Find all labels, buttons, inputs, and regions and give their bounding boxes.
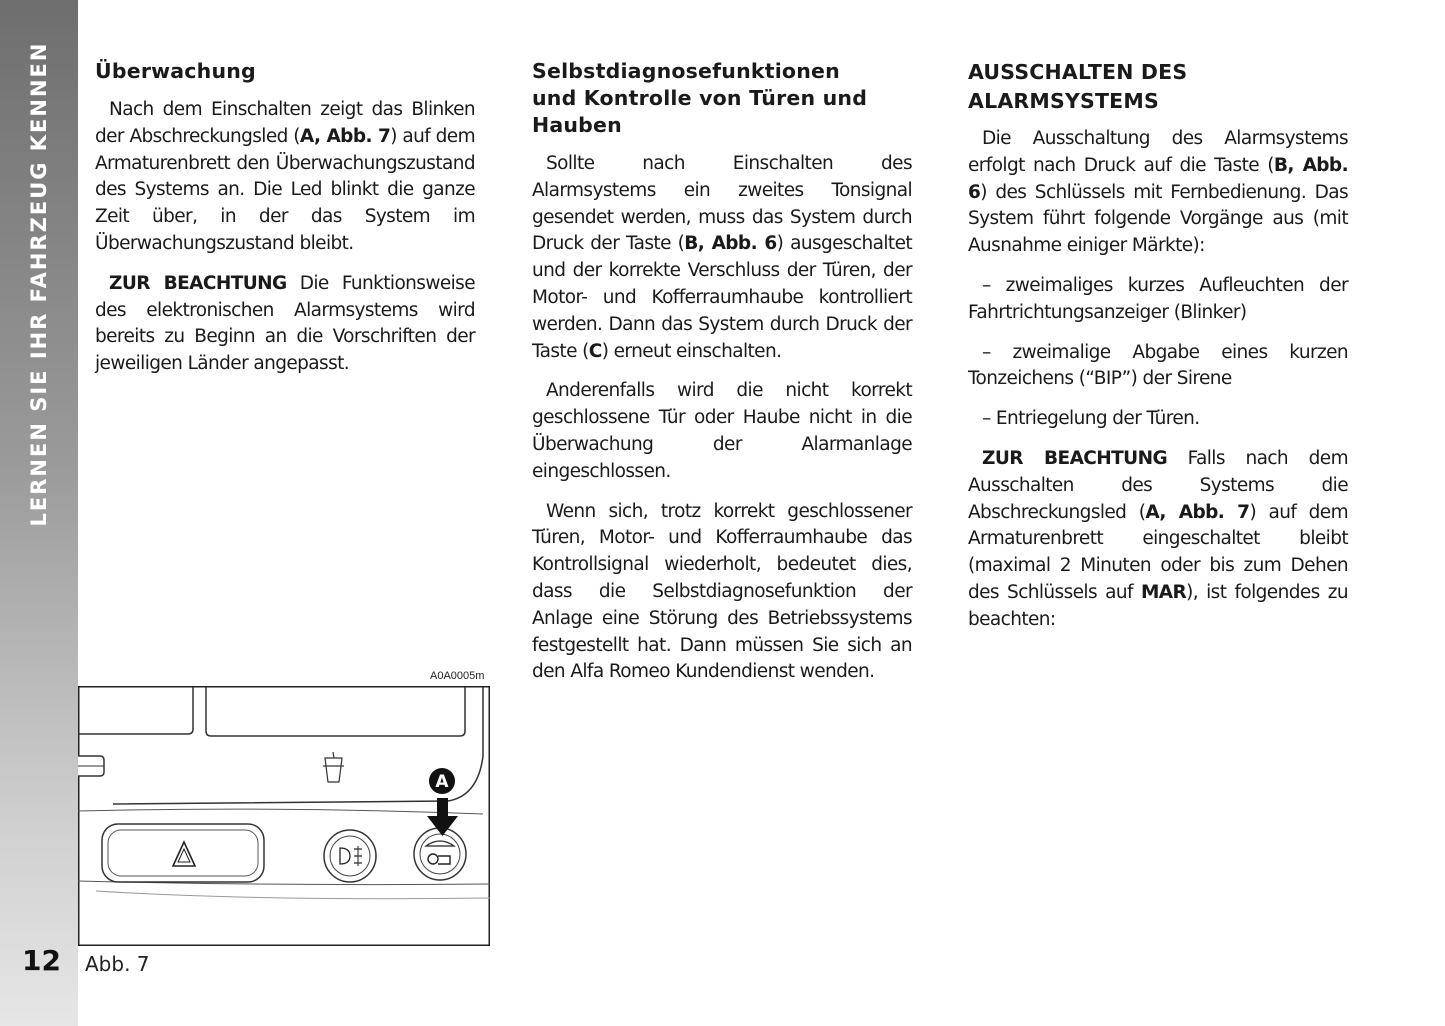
heading-line: Hauben bbox=[532, 113, 622, 137]
text: Falls nach dem Ausschalten des Systems die Abschreckungsled ( bbox=[968, 447, 1348, 523]
paragraph-otherwise: Anderenfalls wird die nicht korrekt geschlossene Tür oder Haube nicht in die Überwachung der Alarmanlage eingeschlossen. bbox=[532, 380, 912, 482]
text: Die Funktionsweise des elektronischen Alarmsystems wird bereits zu Beginn an die Vorschriften der jeweiligen Länder angepasst. bbox=[95, 272, 475, 375]
figure-reference: A, Abb. 7 bbox=[299, 125, 391, 147]
hazard-button-icon bbox=[102, 824, 264, 882]
text: ) ausgeschaltet und der korrekte Verschluss der Türen, der Motor- und Kofferraumhaube kontrolliert werden. Dann das System durch Druck der Taste ( bbox=[532, 233, 913, 362]
sidebar-band bbox=[0, 0, 78, 1026]
paragraph-selfdiagnosis: Wenn sich, trotz korrekt geschlossener Türen, Motor- und Kofferraumhaube das Kontrollsignal wiederholt, bedeutet dies, dass die Selbstdiagnosefunktion der Anlage eine Störung des Betriebssystems festgestellt hat. Dann müssen Sie sich an den Alfa Romeo Kundendienst wenden. bbox=[532, 500, 912, 683]
key-position: MAR bbox=[1140, 581, 1187, 603]
note-label: ZUR BEACHTUNG bbox=[982, 447, 1168, 469]
heading-line: ALARMSYSTEMS bbox=[968, 89, 1159, 113]
column-2 bbox=[532, 58, 912, 699]
heading-line: AUSSCHALTEN DES bbox=[968, 60, 1188, 84]
list-item-beep: – zweimalige Abgabe eines kurzen Tonzeichens (“BIP”) der Sirene bbox=[968, 341, 1348, 390]
heading-line: Selbstdiagnosefunktionen bbox=[532, 59, 840, 83]
page-number: 12 bbox=[22, 944, 61, 977]
note-label: ZUR BEACHTUNG bbox=[109, 272, 287, 294]
list-item-unlock: – Entriegelung der Türen. bbox=[982, 408, 1200, 430]
figure-code: A0A0005m bbox=[430, 670, 485, 682]
figure-reference: B, Abb. 6 bbox=[968, 154, 1349, 203]
text: ) auf dem Armaturenbrett den Überwachungszustand des Systems an. Die Led blinkt die ganze Zeit über, in der das System im Überwachungszustand bleibt. bbox=[95, 125, 476, 254]
paragraph-second-signal bbox=[532, 151, 912, 365]
paragraph-note bbox=[968, 446, 1348, 634]
text: ) erneut einschalten. bbox=[601, 340, 782, 362]
column-3 bbox=[968, 58, 1348, 647]
alarm-led-button-icon bbox=[414, 828, 466, 880]
text: Nach dem Einschalten zeigt das Blinken der Abschreckungsled ( bbox=[95, 99, 475, 147]
section-title: LERNEN SIE IHR FAHRZEUG KENNEN bbox=[27, 41, 51, 527]
heading-line: und Kontrolle von Türen und bbox=[532, 86, 868, 110]
paragraph-note bbox=[95, 271, 475, 378]
column-1 bbox=[95, 58, 475, 391]
button-reference: C bbox=[588, 340, 602, 362]
figure-reference: A, Abb. 7 bbox=[1145, 501, 1250, 523]
fog-light-button-icon bbox=[324, 830, 376, 882]
heading-ueberwachung: Überwachung bbox=[95, 59, 256, 83]
heading-selbstdiagnose bbox=[532, 58, 912, 139]
list-item-indicators: – zweimaliges kurzes Aufleuchten der Fahrtrichtungsanzeiger (Blinker) bbox=[968, 274, 1348, 323]
dashboard-illustration bbox=[78, 686, 490, 946]
text: Sollte nach Einschalten des Alarmsystems ein zweites Tonsignal gesendet werden, muss das System durch Druck der Taste ( bbox=[532, 153, 912, 255]
text: Die Ausschaltung des Alarmsystems erfolgt nach Druck auf die Taste ( bbox=[968, 128, 1348, 176]
heading-ausschalten bbox=[968, 58, 1348, 116]
paragraph-monitoring bbox=[95, 97, 475, 258]
text: ) auf dem Armaturenbrett eingeschaltet bleibt (maximal 2 Minuten oder bis zum Dehen des Schlüssels auf bbox=[968, 501, 1348, 603]
text: ) des Schlüssels mit Fernbedienung. Das System führt folgende Vorgänge aus (mit Ausnahme einiger Märkte): bbox=[968, 181, 1348, 257]
marker-a bbox=[429, 768, 455, 794]
figure-caption: Abb. 7 bbox=[85, 952, 150, 976]
figure-reference: B, Abb. 6 bbox=[684, 233, 777, 255]
paragraph-disarm bbox=[968, 126, 1348, 260]
marker-label: A bbox=[435, 772, 449, 792]
text: ), ist folgendes zu beachten: bbox=[968, 581, 1348, 630]
